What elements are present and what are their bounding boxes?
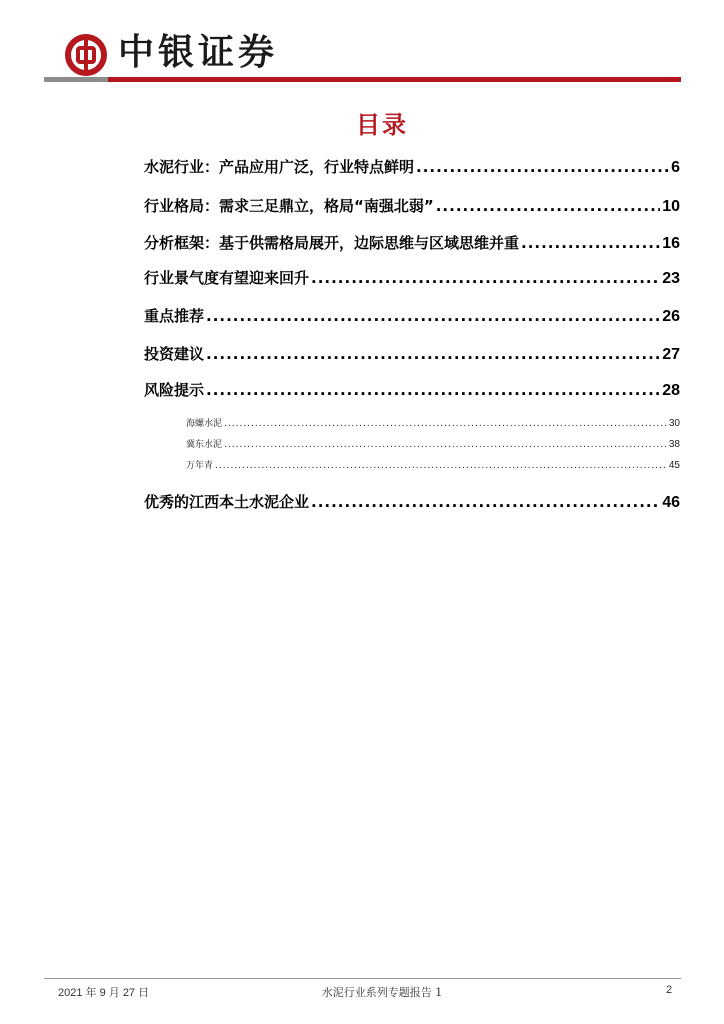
- toc-leader-dots: [206, 303, 660, 329]
- toc-subentry-page: 45: [668, 460, 680, 471]
- toc-entry-label: 风险提示: [144, 381, 205, 399]
- toc-entry[interactable]: [144, 341, 680, 367]
- toc-entry[interactable]: [144, 377, 680, 403]
- toc-leader-dots: [206, 341, 660, 367]
- toc-entry[interactable]: [144, 230, 680, 256]
- toc-leader-dots: [224, 416, 667, 432]
- toc-leader-dots: [311, 265, 660, 291]
- toc-subentry-label: 万年青: [186, 461, 214, 471]
- toc-entry-label: 行业格局：需求三足鼎立，格局“南强北弱”: [144, 197, 434, 215]
- toc-leader-dots: [521, 230, 660, 256]
- toc-entry-page: 28: [662, 382, 680, 399]
- toc-entry-label: 优秀的江西本土水泥企业: [144, 493, 310, 511]
- toc-entry-label: 分析框架：基于供需格局展开，边际思维与区域思维并重: [144, 234, 520, 252]
- footer-page-number: 2: [666, 984, 673, 996]
- toc-entry[interactable]: [144, 154, 680, 180]
- footer-rule: [44, 978, 681, 979]
- toc-entry-label: 投资建议: [144, 345, 205, 363]
- toc-subentry[interactable]: [186, 458, 680, 474]
- toc-entry[interactable]: [144, 303, 680, 329]
- logo-text: 中银证券: [118, 31, 279, 73]
- footer-date: 2021 年 9 月 27 日: [58, 987, 150, 999]
- toc-entry-label: 水泥行业：产品应用广泛，行业特点鲜明: [144, 158, 415, 176]
- toc-entry-page: 27: [662, 346, 680, 363]
- toc-subentry-label: 海螺水泥: [186, 419, 223, 429]
- toc-subentry-label: 冀东水泥: [186, 440, 223, 450]
- toc-entry[interactable]: [144, 265, 680, 291]
- toc-leader-dots: [206, 377, 660, 403]
- toc-entry-page: 26: [662, 308, 680, 325]
- toc-subentry[interactable]: [186, 416, 680, 432]
- toc-subentry[interactable]: [186, 437, 680, 453]
- toc-entry-page: 16: [662, 235, 680, 252]
- toc-entry-page: 23: [662, 270, 680, 287]
- toc-entry[interactable]: [144, 489, 680, 515]
- toc-entry-page: 6: [671, 159, 680, 176]
- toc-leader-dots: [311, 489, 660, 515]
- toc-subentry-page: 38: [668, 439, 680, 450]
- toc-entry-page: 46: [662, 494, 680, 511]
- toc-entry[interactable]: [144, 193, 680, 219]
- toc-entry-page: 10: [662, 198, 680, 215]
- toc-leader-dots: [215, 458, 667, 474]
- footer-report-series: 水泥行业系列专题报告 1: [321, 986, 443, 999]
- toc-subentry-page: 30: [668, 418, 680, 429]
- toc-title: 目录: [356, 111, 408, 139]
- toc-entry-label: 重点推荐: [144, 307, 205, 325]
- toc-leader-dots: [416, 154, 669, 180]
- toc-leader-dots: [436, 193, 660, 219]
- toc-entry-label: 行业景气度有望迎来回升: [144, 269, 310, 287]
- toc-leader-dots: [224, 437, 667, 453]
